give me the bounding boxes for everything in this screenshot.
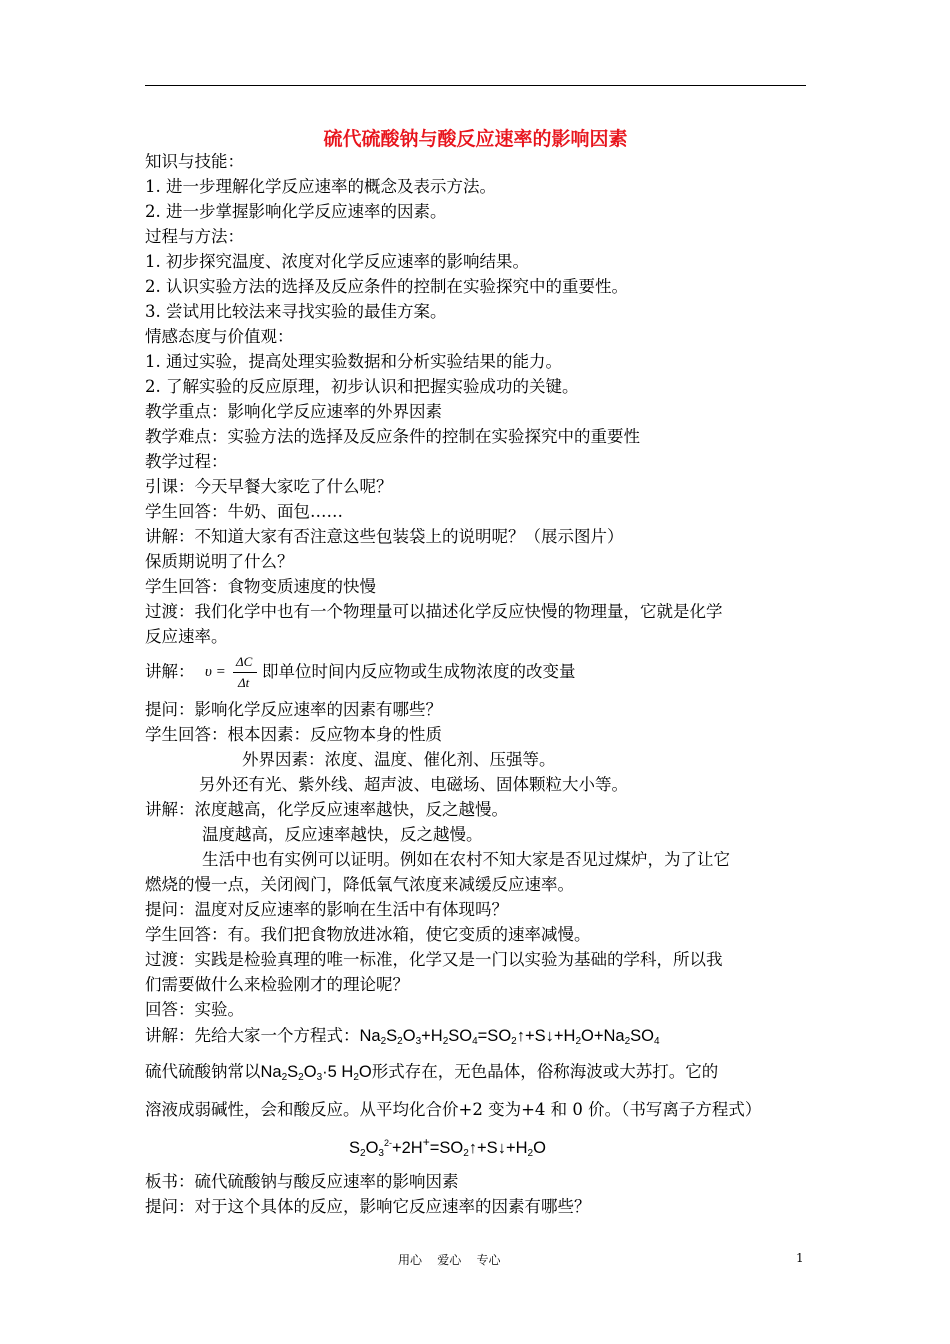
text-line: 学生回答：有。我们把食物放进冰箱，使它变质的速率减慢。: [145, 925, 591, 944]
formula-prefix: 讲解：: [145, 662, 195, 681]
text-line: 教学难点：实验方法的选择及反应条件的控制在实验探究中的重要性: [145, 427, 640, 446]
text-line: 学生回答：牛奶、面包……: [145, 502, 343, 521]
formula-numerator: ΔC: [236, 654, 253, 669]
fraction-bar: [233, 672, 257, 673]
text-line: 提问：温度对反应速率的影响在生活中有体现吗？: [145, 900, 508, 919]
text-line: 情感态度与价值观：: [145, 327, 294, 346]
paragraph-line: 溶液成弱碱性，会和酸反应。从平均化合价+2 变为+4 和 0 价。（书写离子方程式）: [145, 1100, 762, 1119]
text-line: 引课：今天早餐大家吃了什么呢？: [145, 477, 393, 496]
formula-denominator: Δt: [238, 675, 250, 690]
text-line: 1. 初步探究温度、浓度对化学反应速率的影响结果。: [145, 252, 529, 271]
text-line: 提问：影响化学反应速率的因素有哪些？: [145, 700, 442, 719]
text-line: 反应速率。: [145, 627, 228, 646]
crystal-formula: $Na_2S_2O_3\cdot 5$ $H_2O$: [260, 1063, 372, 1083]
text-line: 外界因素：浓度、温度、催化剂、压强等。: [242, 750, 556, 769]
formula-description: 即单位时间内反应物或生成物浓度的改变量: [262, 662, 576, 681]
text-line: 讲解：浓度越高，化学反应速率越快，反之越慢。: [145, 800, 508, 819]
text-line: 1. 进一步理解化学反应速率的概念及表示方法。: [145, 177, 496, 196]
text-line: 板书：硫代硫酸钠与酸反应速率的影响因素: [145, 1172, 459, 1191]
text-line: 3. 尝试用比较法来寻找实验的最佳方案。: [145, 302, 447, 321]
text-line: 1. 通过实验，提高处理实验数据和分析实验结果的能力。: [145, 352, 562, 371]
paragraph-line: [145, 1060, 718, 1084]
text-line: 生活中也有实例可以证明。例如在农村不知大家是否见过煤炉，为了让它: [202, 850, 730, 869]
text-line: 教学重点：影响化学反应速率的外界因素: [145, 402, 442, 421]
footer-motto: 用心 爱心 专心: [398, 1253, 501, 1267]
text-line: 另外还有光、紫外线、超声波、电磁场、固体颗粒大小等。: [199, 775, 628, 794]
text-line: 过程与方法：: [145, 227, 244, 246]
paragraph-text: 硫代硫酸钠常以: [145, 1062, 261, 1081]
paragraph-text: 形式存在，无色晶体，俗称海波或大苏打。它的: [371, 1062, 719, 1081]
text-line: 过渡：实践是检验真理的唯一标准，化学又是一门以实验为基础的学科，所以我: [145, 950, 723, 969]
equation-prefix: 讲解：先给大家一个方程式：: [145, 1026, 360, 1045]
text-line: 2. 进一步掌握影响化学反应速率的因素。: [145, 202, 447, 221]
document-title: 硫代硫酸钠与酸反应速率的影响因素: [323, 128, 628, 150]
text-line: 教学过程：: [145, 452, 228, 471]
page-number: 1: [796, 1251, 804, 1265]
text-line: 2. 认识实验方法的选择及反应条件的控制在实验探究中的重要性。: [145, 277, 628, 296]
text-line: 2. 了解实验的反应原理，初步认识和把握实验成功的关键。: [145, 377, 579, 396]
text-line: 保质期说明了什么？: [145, 552, 294, 571]
header-rule: [145, 85, 806, 86]
text-line: 过渡：我们化学中也有一个物理量可以描述化学反应快慢的物理量，它就是化学: [145, 602, 723, 621]
text-line: 提问：对于这个具体的反应，影响它反应速率的因素有哪些？: [145, 1197, 591, 1216]
text-line: 回答：实验。: [145, 1000, 244, 1019]
ionic-equation: $S_2O_3^{2-}+2H^+=SO_2↑+S↓+H_2O$: [349, 1135, 546, 1159]
formula-v: υ =: [205, 664, 226, 680]
equation-line: [145, 1024, 660, 1048]
text-line: 知识与技能：: [145, 152, 244, 171]
text-line: 们需要做什么来检验刚才的理论呢？: [145, 975, 409, 994]
text-line: 温度越高，反应速率越快，反之越慢。: [202, 825, 483, 844]
molecular-equation: $Na_2S_2O_3+H_2SO_4=SO_2↑+S↓+H_2O+Na_2SO_4$: [359, 1027, 660, 1047]
text-line: 讲解：不知道大家有否注意这些包装袋上的说明呢？（展示图片）: [145, 527, 624, 546]
text-line: 学生回答：食物变质速度的快慢: [145, 577, 376, 596]
text-line: 燃烧的慢一点，关闭阀门，降低氧气浓度来减缓反应速率。: [145, 875, 574, 894]
text-line: 学生回答：根本因素：反应物本身的性质: [145, 725, 442, 744]
